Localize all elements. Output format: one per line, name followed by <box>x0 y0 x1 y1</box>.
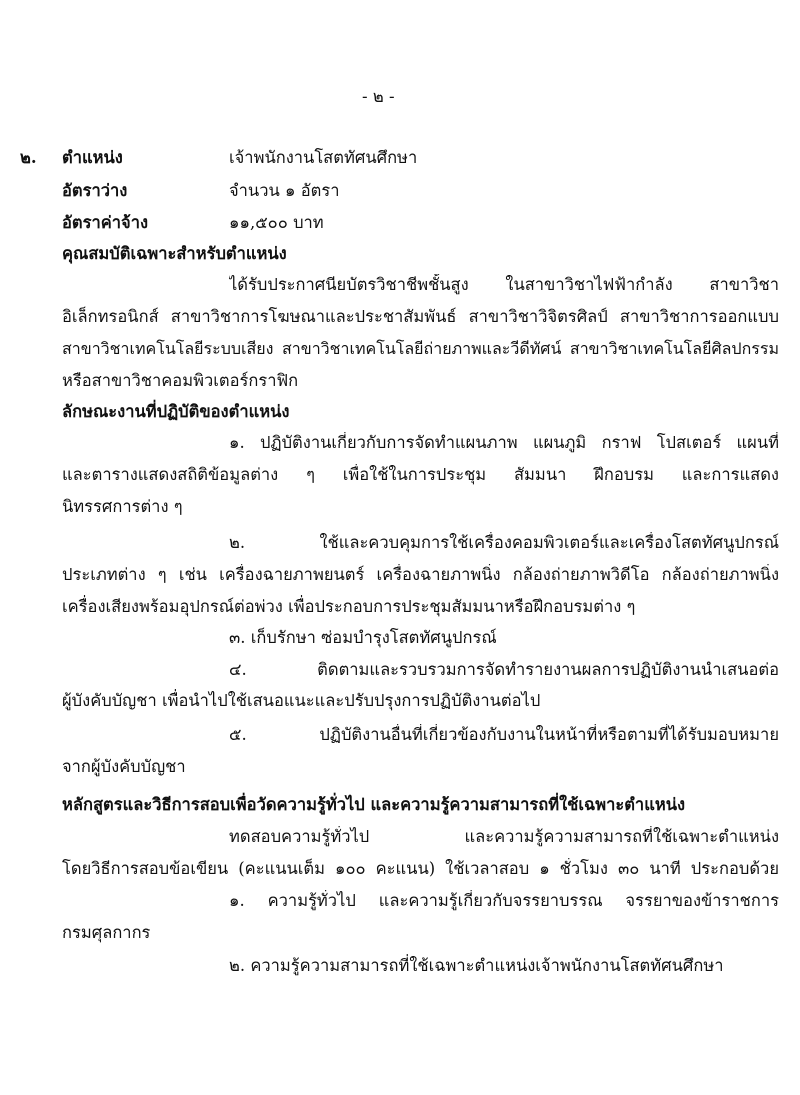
exam-line: ทดสอบความรู้ทั่วไป และความรู้ความสามารถที่ใช้เฉพาะตำแหน่ง <box>229 827 779 846</box>
position-label: ตำแหน่ง <box>62 148 123 167</box>
duties-line: เครื่องเสียงพร้อมอุปกรณ์ต่อพ่วง เพื่อประกอบการประชุมสัมมนาหรือฝึกอบรมต่าง ๆ <box>62 597 636 616</box>
qualifications-line: ได้รับประกาศนียบัตรวิชาชีพชั้นสูง ในสาขาวิชาไฟฟ้ากำลัง สาขาวิชา <box>229 275 779 294</box>
qualifications-line: อิเล็กทรอนิกส์ สาขาวิชาการโฆษณาและประชาสัมพันธ์ สาขาวิชาวิจิตรศิลป์ สาขาวิชาการออกแบบ <box>62 307 779 326</box>
duties-line: ๒. ใช้และควบคุมการใช้เครื่องคอมพิวเตอร์และเครื่องโสตทัศนูปกรณ์ <box>229 533 779 552</box>
qualifications-line: หรือสาขาวิชาคอมพิวเตอร์กราฟิก <box>62 371 299 390</box>
item-number: ๒. <box>20 148 37 167</box>
duties-line: ๓. เก็บรักษา ซ่อมบำรุงโสตทัศนูปกรณ์ <box>229 628 497 647</box>
duties-line: ๔. ติดตามและรวบรวมการจัดทำรายงานผลการปฏิบัติงานนำเสนอต่อ <box>229 660 779 679</box>
duties-line: ประเภทต่าง ๆ เช่น เครื่องฉายภาพยนตร์ เครื่องฉายภาพนิ่ง กล้องถ่ายภาพวิดีโอ กล้องถ่ายภาพนิ่ง <box>62 565 779 584</box>
duties-line: ผู้บังคับบัญชา เพื่อนำไปใช้เสนอแนะและปรับปรุงการปฏิบัติงานต่อไป <box>62 691 541 710</box>
duties-line: นิทรรศการต่าง ๆ <box>62 497 183 516</box>
qualifications-heading: คุณสมบัติเฉพาะสำหรับตำแหน่ง <box>62 244 287 263</box>
duties-line: และตารางแสดงสถิติข้อมูลต่าง ๆ เพื่อใช้ในการประชุม สัมมนา ฝึกอบรม และการแสดง <box>62 465 779 484</box>
exam-line: โดยวิธีการสอบข้อเขียน (คะแนนเต็ม ๑๐๐ คะแนน) ใช้เวลาสอบ ๑ ชั่วโมง ๓๐ นาที ประกอบด้วย <box>62 859 779 878</box>
wage-value: ๑๑,๕๐๐ บาท <box>229 213 324 232</box>
duties-line: ๑. ปฏิบัติงานเกี่ยวกับการจัดทำแผนภาพ แผนภูมิ กราฟ โปสเตอร์ แผนที่ <box>229 433 779 452</box>
position-value: เจ้าพนักงานโสตทัศนศึกษา <box>229 148 418 167</box>
exam-line: ๒. ความรู้ความสามารถที่ใช้เฉพาะตำแหน่งเจ้าพนักงานโสตทัศนศึกษา <box>229 956 724 975</box>
exam-line: กรมศุลกากร <box>62 923 151 942</box>
duties-heading: ลักษณะงานที่ปฏิบัติของตำแหน่ง <box>62 402 290 421</box>
qualifications-line: สาขาวิชาเทคโนโลยีระบบเสียง สาขาวิชาเทคโนโลยีถ่ายภาพและวีดีทัศน์ สาขาวิชาเทคโนโลยีศิลปกรรม <box>62 339 779 358</box>
duties-line: จากผู้บังคับบัญชา <box>62 757 186 776</box>
page-number: - ๒ - <box>362 87 395 106</box>
wage-label: อัตราค่าจ้าง <box>62 213 149 232</box>
vacancy-value: จำนวน ๑ อัตรา <box>229 181 340 200</box>
exam-heading: หลักสูตรและวิธีการสอบเพื่อวัดความรู้ทั่วไป และความรู้ความสามารถที่ใช้เฉพาะตำแหน่ง <box>62 795 686 814</box>
exam-line: ๑. ความรู้ทั่วไป และความรู้เกี่ยวกับจรรยาบรรณ จรรยาของข้าราชการ <box>229 891 779 910</box>
duties-line: ๕. ปฏิบัติงานอื่นที่เกี่ยวข้องกับงานในหน้าที่หรือตามที่ได้รับมอบหมาย <box>229 725 779 744</box>
vacancy-label: อัตราว่าง <box>62 181 128 200</box>
